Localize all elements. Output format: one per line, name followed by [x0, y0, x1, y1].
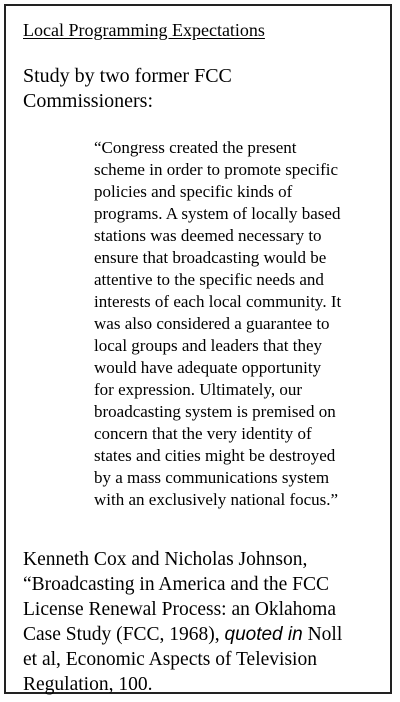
quote-line: by a mass communications system — [94, 468, 330, 487]
citation — [23, 547, 385, 697]
citation-line: “Broadcasting in America and the FCC — [23, 574, 329, 595]
citation-line: et al, Economic Aspects of Television — [23, 649, 317, 670]
quote-line: broadcasting system is premised on — [94, 402, 336, 421]
quote-line: stations was deemed necessary to — [94, 226, 322, 245]
citation-line — [23, 622, 385, 647]
quote-line: states and cities might be destroyed — [94, 446, 336, 465]
quote-line: for expression. Ultimately, our — [94, 380, 303, 399]
citation-line: Kenneth Cox and Nicholas Johnson, — [23, 549, 308, 570]
document-frame — [4, 4, 392, 694]
citation-line: License Renewal Process: an Oklahoma — [23, 599, 336, 620]
intro-text: Study by two former FCC Commissioners: — [23, 65, 232, 112]
block-quote — [94, 137, 386, 511]
page-title: Local Programming Expectations — [23, 20, 265, 40]
quote-line: with an exclusively national focus.” — [94, 490, 339, 509]
quote-line: interests of each local community. It — [94, 292, 342, 311]
citation-text: Noll — [302, 624, 343, 645]
quote-line: ensure that broadcasting would be — [94, 248, 327, 267]
quote-line: local groups and leaders that they — [94, 336, 323, 355]
quote-line: attentive to the specific needs and — [94, 270, 324, 289]
quote-line: policies and specific kinds of — [94, 182, 293, 201]
quote-line: concern that the very identity of — [94, 424, 312, 443]
citation-text: Case Study (FCC, 1968), — [23, 624, 225, 645]
quote-line: programs. A system of locally based — [94, 204, 341, 223]
quote-line: scheme in order to promote specific — [94, 160, 339, 179]
quoted-in-text: quoted in — [224, 624, 303, 645]
quote-line: was also considered a guarantee to — [94, 314, 330, 333]
quote-line: “Congress created the present — [94, 138, 297, 157]
quote-line: would have adequate opportunity — [94, 358, 322, 377]
citation-line: Regulation, 100. — [23, 674, 153, 695]
